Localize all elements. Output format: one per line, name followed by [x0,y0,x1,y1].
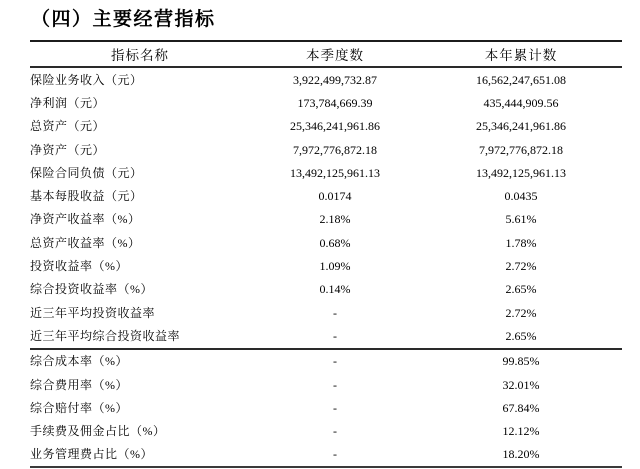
ytd-value-cell: 16,562,247,651.08 [476,72,566,87]
header-row [30,41,622,67]
quarter-value-cell: 173,784,669.39 [297,95,373,110]
quarter-value-cell: - [333,377,337,392]
table-row [30,419,622,442]
table-row [30,67,622,91]
indicator-name-cell: 保险合同负债（元） [30,165,143,180]
ytd-value-cell: 2.65% [505,282,537,297]
ytd-value-cell: 13,492,125,961.13 [476,165,566,180]
col-header-indicator-name: 指标名称 [111,48,169,63]
indicator-name-cell: 净利润（元） [30,95,106,110]
indicator-name-cell: 总资产（元） [30,119,106,134]
table-row [30,349,622,373]
ytd-value-cell: 12.12% [502,424,540,439]
ytd-value-cell: 7,972,776,872.18 [479,142,563,157]
quarter-value-cell: 1.09% [319,259,351,274]
indicator-name-cell: 综合成本率（%） [30,354,128,369]
section-title: （四）主要经营指标 [31,9,216,30]
quarter-value-cell: 13,492,125,961.13 [290,165,380,180]
table-row [30,231,622,254]
indicator-name-cell: 净资产（元） [30,142,106,157]
table-row [30,184,622,207]
indicator-name-cell: 近三年平均投资收益率 [30,305,156,320]
ytd-value-cell: 0.0435 [504,189,538,204]
table-header [30,41,622,67]
ytd-value-cell: 99.85% [502,354,540,369]
col-header-quarter: 本季度数 [306,48,364,63]
indicator-name-cell: 近三年平均综合投资收益率 [30,328,181,343]
table-row [30,301,622,324]
indicator-name-cell: 基本每股收益（元） [30,189,143,204]
indicator-name-cell: 净资产收益率（%） [30,212,141,227]
ytd-value-cell: 2.72% [505,259,537,274]
quarter-value-cell: 0.14% [319,282,351,297]
indicator-name-cell: 保险业务收入（元） [30,72,143,87]
indicator-name-cell: 综合费用率（%） [30,377,128,392]
ytd-value-cell: 1.78% [505,235,537,250]
quarter-value-cell: - [333,305,337,320]
quarter-value-cell: - [333,354,337,369]
indicator-name-cell: 综合投资收益率（%） [30,282,153,297]
table-row [30,138,622,161]
table-row [30,443,622,467]
table-row [30,115,622,138]
table-body [30,67,622,467]
quarter-value-cell: 0.0174 [318,189,352,204]
indicator-name-cell: 综合赔付率（%） [30,400,128,415]
indicator-name-cell: 手续费及佣金占比（%） [30,424,166,439]
table-row [30,254,622,277]
quarter-value-cell: - [333,447,337,462]
indicators-table [30,40,622,468]
indicator-name-cell: 投资收益率（%） [30,259,128,274]
ytd-value-cell: 5.61% [505,212,537,227]
quarter-value-cell: - [333,424,337,439]
quarter-value-cell: 25,346,241,961.86 [290,119,380,134]
table-row [30,161,622,184]
ytd-value-cell: 18.20% [502,447,540,462]
quarter-value-cell: 0.68% [319,235,351,250]
quarter-value-cell: - [333,400,337,415]
quarter-value-cell: 7,972,776,872.18 [293,142,377,157]
ytd-value-cell: 2.65% [505,328,537,343]
col-header-ytd: 本年累计数 [484,48,558,63]
quarter-value-cell: - [333,328,337,343]
quarter-value-cell: 2.18% [319,212,351,227]
table-row [30,278,622,301]
table-row [30,396,622,419]
indicator-name-cell: 总资产收益率（%） [30,235,141,250]
ytd-value-cell: 435,444,909.56 [483,95,559,110]
table-row [30,324,622,348]
ytd-value-cell: 2.72% [505,305,537,320]
ytd-value-cell: 25,346,241,961.86 [476,119,566,134]
table-row [30,208,622,231]
table-row [30,91,622,114]
ytd-value-cell: 32.01% [502,377,540,392]
indicator-name-cell: 业务管理费占比（%） [30,447,153,462]
quarter-value-cell: 3,922,499,732.87 [293,72,377,87]
table-row [30,373,622,396]
ytd-value-cell: 67.84% [502,400,540,415]
